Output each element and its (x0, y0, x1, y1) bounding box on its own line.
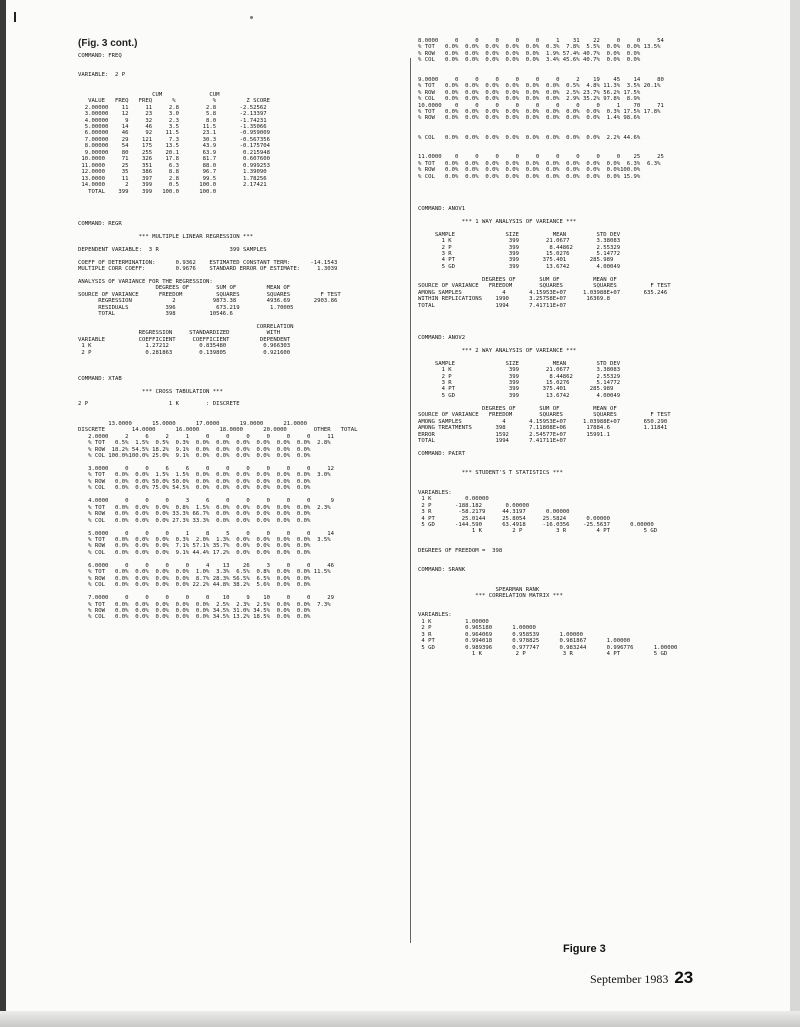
left-column (78, 38, 400, 998)
left-printout: COMMAND: FREQ VARIABLE: 2 P CUM CUM VALUE FREQ FREQ % % Z SCORE 2.00000 11 11 2.8 2.8 -2.52562 3.00000 12 23 3.0 5.8 -2.13397 4.00000 9 32 2.3 8.0 -1.74231 5.00000 14 46 3.5 11.5 -1.35066 6.00000 46 92 11.5 23.1 -0.959009 7.00000 29 121 7.3 30.3 -0.567356 8.00000 54 175 13.5 43.9 -0.175704 9.00000 80 255 20.1 63.9 0.215948 10.0000 71 326 17.8 81.7 0.607600 11.0000 25 351 6.3 88.0 0.999253 12.0000 35 386 8.8 96.7 1.39090 13.0000 11 397 2.8 99.5 1.78256 14.0000 2 399 0.5 100.0 2.17421 TOTAL 399 399 100.0 100.0 COMMAND: REGR *** MULTIPLE LINEAR REGRESSION *** DEPENDENT VARIABLE: 3 R 399 SAMPLES COEFF OF DETERMINATION: 0.9362 ESTIMATED CONSTANT TERM: -14.1543 MULTIPLE CORR COEFF: 0.9676 STANDARD ERROR OF ESTIMATE: 1.3039 ANALYSIS OF VARIANCE FOR THE REGRESSION: DEGREES OF SUM OF MEAN OF SOURCE OF VARIANCE FREEDOM SQUARES SQUARES F TEST REGRESSION 2 9873.38 4936.69 2903.86 RESIDUALS 396 673.219 1.70005 TOTAL 398 10546.6 CORRELATION REGRESSION STANDARDIZED WITH VARIABLE COEFFICIENT COEFFICIENT DEPENDENT 1 K 1.27212 0.835480 0.966303 2 P 0.281863 0.139805 0.921600 COMMAND: XTAB *** CROSS TABULATION *** 2 P 1 K : DISCRETE 13.0000 15.0000 17.0000 19.0000 21.0000 DISCRETE 14.0000 16.0000 18.0000 20.0000 OTHER TOTAL 2.0000 2 6 2 1 0 0 0 0 0 0 11 % TOT 0.5% 1.5% 0.5% 0.3% 0.0% 0.0% 0.0% 0.0% 0.0% 0.0% 2.8% % ROW 18.2% 54.5% 18.2% 9.1% 0.0% 0.0% 0.0% 0.0% 0.0% 0.0% % COL 100.0%100.0% 25.0% 9.1% 0.0% 0.0% 0.0% 0.0% 0.0% 0.0% 3.0000 0 0 6 6 0 0 0 0 0 0 12 % TOT 0.0% 0.0% 1.5% 1.5% 0.0% 0.0% 0.0% 0.0% 0.0% 0.0% 3.0% % ROW 0.0% 0.0% 50.0% 50.0% 0.0% 0.0% 0.0% 0.0% 0.0% 0.0% % COL 0.0% 0.0% 75.0% 54.5% 0.0% 0.0% 0.0% 0.0% 0.0% 0.0% 4.0000 0 0 0 3 6 0 0 0 0 0 9 % TOT 0.0% 0.0% 0.0% 0.8% 1.5% 0.0% 0.0% 0.0% 0.0% 0.0% 2.3% % ROW 0.0% 0.0% 0.0% 33.3% 66.7% 0.0% 0.0% 0.0% 0.0% 0.0% % COL 0.0% 0.0% 0.0% 27.3% 33.3% 0.0% 0.0% 0.0% 0.0% 0.0% 5.0000 0 0 0 1 8 5 0 0 0 0 14 % TOT 0.0% 0.0% 0.0% 0.3% 2.0% 1.3% 0.0% 0.0% 0.0% 0.0% 3.5% % ROW 0.0% 0.0% 0.0% 7.1% 57.1% 35.7% 0.0% 0.0% 0.0% 0.0% % COL 0.0% 0.0% 0.0% 9.1% 44.4% 17.2% 0.0% 0.0% 0.0% 0.0% 6.0000 0 0 0 0 4 13 26 3 0 0 46 % TOT 0.0% 0.0% 0.0% 0.0% 1.0% 3.3% 6.5% 0.8% 0.0% 0.0% 11.5% % ROW 0.0% 0.0% 0.0% 0.0% 8.7% 28.3% 56.5% 6.5% 0.0% 0.0% % COL 0.0% 0.0% 0.0% 0.0% 22.2% 44.8% 38.2% 5.6% 0.0% 0.0% 7.0000 0 0 0 0 0 10 9 10 0 0 29 % TOT 0.0% 0.0% 0.0% 0.0% 0.0% 2.5% 2.3% 2.5% 0.0% 0.0% 7.3% % ROW 0.0% 0.0% 0.0% 0.0% 0.0% 34.5% 31.0% 34.5% 0.0% 0.0% % COL 0.0% 0.0% 0.0% 0.0% 0.0% 34.5% 13.2% 18.5% 0.0% 0.0% (78, 53, 358, 621)
page-edge-shadow (0, 0, 6, 1027)
page-number: 23 (674, 968, 694, 987)
print-speck (250, 16, 253, 19)
registration-mark (14, 12, 16, 22)
right-column (418, 38, 748, 958)
figure-caption: Figure 3 (563, 943, 606, 955)
issue-date: September 1983 (590, 972, 669, 986)
right-printout: 8.0000 0 0 0 0 0 1 31 22 0 0 54 % TOT 0.0% 0.0% 0.0% 0.0% 0.0% 0.3% 7.8% 5.5% 0.0% 0.0% 13.5% % ROW 0.0% 0.0% 0.0% 0.0% 0.0% 1.9% 57.4% 40.7% 0.0% 0.0% % COL 0.0% 0.0% 0.0% 0.0% 0.0% 3.4% 45.6% 40.7% 0.0% 0.0% 9.0000 0 0 0 0 0 0 2 19 45 14 80 % TOT 0.0% 0.0% 0.0% 0.0% 0.0% 0.0% 0.5% 4.8% 11.3% 3.5% 20.1% % ROW 0.0% 0.0% 0.0% 0.0% 0.0% 0.0% 2.5% 23.7% 56.2% 17.5% % COL 0.0% 0.0% 0.0% 0.0% 0.0% 0.0% 2.9% 35.2% 97.8% 8.9% 10.0000 0 0 0 0 0 0 0 0 1 70 71 % TOT 0.0% 0.0% 0.0% 0.0% 0.0% 0.0% 0.0% 0.0% 0.3% 17.5% 17.8% % ROW 0.0% 0.0% 0.0% 0.0% 0.0% 0.0% 0.0% 0.0% 1.4% 98.6% % COL 0.0% 0.0% 0.0% 0.0% 0.0% 0.0% 0.0% 0.0% 2.2% 44.6% 11.0000 0 0 0 0 0 0 0 0 0 25 25 % TOT 0.0% 0.0% 0.0% 0.0% 0.0% 0.0% 0.0% 0.0% 0.0% 6.3% 6.3% % ROW 0.0% 0.0% 0.0% 0.0% 0.0% 0.0% 0.0% 0.0% 0.0%100.0% % COL 0.0% 0.0% 0.0% 0.0% 0.0% 0.0% 0.0% 0.0% 0.0% 15.9% COMMAND: ANOV1 *** 1 WAY ANALYSIS OF VARIANCE *** SAMPLE SIZE MEAN STD DEV 1 K 399 21.0677 3.38083 2 P 399 8.44862 2.55329 3 R 399 15.0276 5.14772 4 PT 399 375.401 285.989 5 GD 399 13.6742 4.00049 DEGREES OF SUM OF MEAN OF SOURCE OF VARIANCE FREEDOM SQUARES SQUARES F TEST AMONG SAMPLES 4 4.15953E+07 1.03988E+07 635.246 WITHIN REPLICATIONS 1990 3.25758E+07 16369.8 TOTAL 1994 7.41711E+07 COMMAND: ANOV2 *** 2 WAY ANALYSIS OF VARIANCE *** SAMPLE SIZE MEAN STD DEV 1 K 399 21.0677 3.38083 2 P 399 8.44862 2.55329 3 R 399 15.0276 5.14772 4 PT 399 375.401 285.989 5 GD 399 13.6742 4.00049 DEGREES OF SUM OF MEAN OF SOURCE OF VARIANCE FREEDOM SQUARES SQUARES F TEST AMONG SAMPLES 4 4.15953E+07 1.03988E+07 650.290 AMONG TREATMENTS 398 7.11808E+06 17884.6 1.11841 ERROR 1592 2.54577E+07 15991.1 TOTAL 1994 7.41711E+07 COMMAND: PAIRT *** STUDENT'S T STATISTICS *** VARIABLES: 1 K 0.00000 2 P -188.182 0.00000 3 R -58.2179 44.3197 0.00000 4 PT 25.0144 25.8054 25.5824 0.00000 5 GD -144.590 63.4918 -16.0356 -25.5637 0.00000 1 K 2 P 3 R 4 PT 5 GD DEGREES OF FREEDOM = 398 COMMAND: SRANK SPEARMAN RANK *** CORRELATION MATRIX *** VARIABLES: 1 K 1.00000 2 P 0.965180 1.00000 3 R 0.964069 0.958539 1.00000 4 PT 0.994018 0.978825 0.981867 1.00000 5 GD 0.989396 0.977747 0.983244 0.996776 1.00000 1 K 2 P 3 R 4 PT 5 GD (418, 38, 678, 658)
figure-heading: (Fig. 3 cont.) (78, 38, 138, 49)
column-divider (410, 58, 411, 943)
page-edge-right (790, 0, 800, 1027)
page-edge-bottom (0, 1011, 800, 1027)
page-footer (590, 968, 693, 988)
